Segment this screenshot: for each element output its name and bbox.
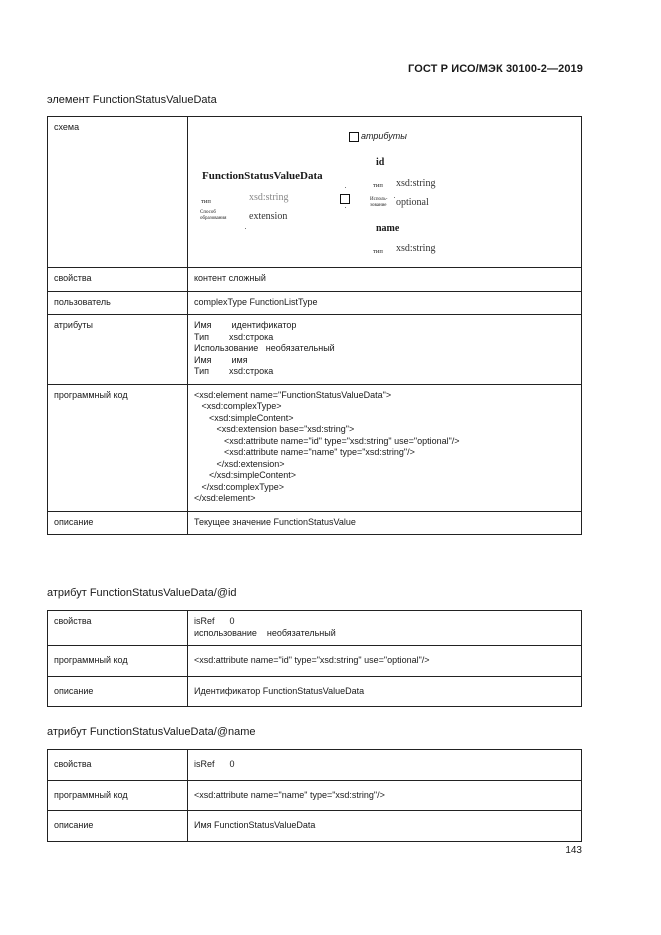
schema-diagram-cell (188, 117, 582, 268)
attr-id-spec-table (47, 610, 582, 707)
element-spec-table (47, 116, 582, 535)
row-key: свойства (48, 268, 188, 292)
schema-diagram (188, 117, 582, 277)
row-value (188, 511, 582, 535)
code-line: <xsd:attribute name="id" type="xsd:string" use="optional"/> (194, 435, 460, 446)
value-line: Имя имя (194, 354, 248, 365)
connector-dot (394, 197, 395, 198)
attributes-header: атрибуты (361, 131, 407, 141)
row-key: описание (48, 676, 188, 707)
row-value (188, 676, 582, 707)
value-line: <xsd:attribute name="name" type="xsd:string"/> (194, 789, 385, 800)
code-line: <xsd:simpleContent> (194, 412, 294, 423)
schema-attr1-use-value: optional (396, 197, 429, 208)
table-row (48, 780, 582, 811)
table-row (48, 117, 582, 268)
row-value (188, 780, 582, 811)
section-title-attr-name: атрибут FunctionStatusValueData/@name (47, 726, 256, 738)
attributes-box-icon (349, 132, 359, 142)
code-line: <xsd:extension base="xsd:string"> (194, 424, 355, 434)
table-row (48, 676, 582, 707)
standard-header: ГОСТ Р ИСО/МЭК 30100-2—2019 (408, 63, 583, 75)
value-line: Имя FunctionStatusValueData (194, 820, 316, 830)
value-line: isRef 0 (194, 616, 235, 626)
row-key: программный код (48, 384, 188, 511)
code-line: <xsd:attribute name="name" type="xsd:string"/> (194, 447, 415, 457)
connector-dot (345, 187, 346, 188)
table-row (48, 811, 582, 842)
row-key: программный код (48, 646, 188, 677)
value-line: Имя идентификатор (194, 320, 297, 330)
schema-type-label: тип (201, 198, 211, 205)
table-row (48, 291, 582, 315)
connector-dot (345, 207, 346, 208)
table-row (48, 315, 582, 385)
schema-attr2-name: name (376, 223, 400, 234)
schema-attr1-type-label: тип (373, 182, 383, 189)
value-line: контент сложный (194, 273, 266, 283)
page-number: 143 (565, 845, 582, 856)
value-line: Текущее значение FunctionStatusValue (194, 516, 356, 527)
code-line: </xsd:simpleContent> (194, 470, 297, 480)
schema-attr1-name: id (376, 157, 385, 168)
row-value (188, 646, 582, 677)
value-line: использование необязательный (194, 627, 336, 638)
row-value (188, 811, 582, 842)
section-title-attr-id: атрибут FunctionStatusValueData/@id (47, 587, 237, 599)
row-value (188, 750, 582, 781)
value-line: Тип xsd:строка (194, 366, 274, 376)
row-key: пользователь (48, 291, 188, 315)
code-line: </xsd:extension> (194, 458, 285, 469)
value-line: Тип xsd:строка (194, 331, 274, 342)
schema-derivation-label-2: образования (200, 216, 227, 221)
row-value (188, 291, 582, 315)
code-line: <xsd:complexType> (194, 401, 282, 411)
table-row (48, 384, 582, 511)
value-line: Использование необязательный (194, 343, 335, 353)
row-value (188, 315, 582, 385)
row-key: описание (48, 811, 188, 842)
schema-type-value: xsd:string (249, 192, 289, 203)
connector-box-icon (340, 194, 350, 204)
row-key: программный код (48, 780, 188, 811)
table-row (48, 750, 582, 781)
code-line: <xsd:element name="FunctionStatusValueData"> (194, 389, 392, 400)
value-line: <xsd:attribute name="id" type="xsd:string" use="optional"/> (194, 655, 430, 665)
schema-element-name: FunctionStatusValueData (202, 170, 323, 182)
schema-derivation-label-1: Способ (200, 210, 216, 215)
table-row (48, 611, 582, 646)
row-value (188, 611, 582, 646)
value-line: isRef 0 (194, 759, 235, 769)
schema-attr1-use-label-2: зование (370, 203, 387, 208)
code-line: </xsd:complexType> (194, 481, 285, 492)
row-key: свойства (48, 611, 188, 646)
code-line: </xsd:element> (194, 493, 256, 503)
schema-attr1-type-value: xsd:string (396, 178, 436, 189)
row-key: описание (48, 511, 188, 535)
schema-derivation-value: extension (249, 211, 288, 222)
row-key: атрибуты (48, 315, 188, 385)
table-row (48, 646, 582, 677)
row-key: схема (48, 117, 188, 268)
schema-attr2-type-value: xsd:string (396, 243, 436, 254)
value-line: complexType FunctionListType (194, 296, 318, 307)
row-key: свойства (48, 750, 188, 781)
section-title-element: элемент FunctionStatusValueData (47, 94, 217, 106)
schema-attr2-type-label: тип (373, 248, 383, 255)
connector-dot (245, 228, 246, 229)
value-line: Идентификатор FunctionStatusValueData (194, 685, 365, 696)
schema-attr1-use-label-1: Исполь- (370, 197, 388, 202)
table-row (48, 511, 582, 535)
code-block (188, 384, 582, 511)
attr-name-spec-table (47, 749, 582, 842)
